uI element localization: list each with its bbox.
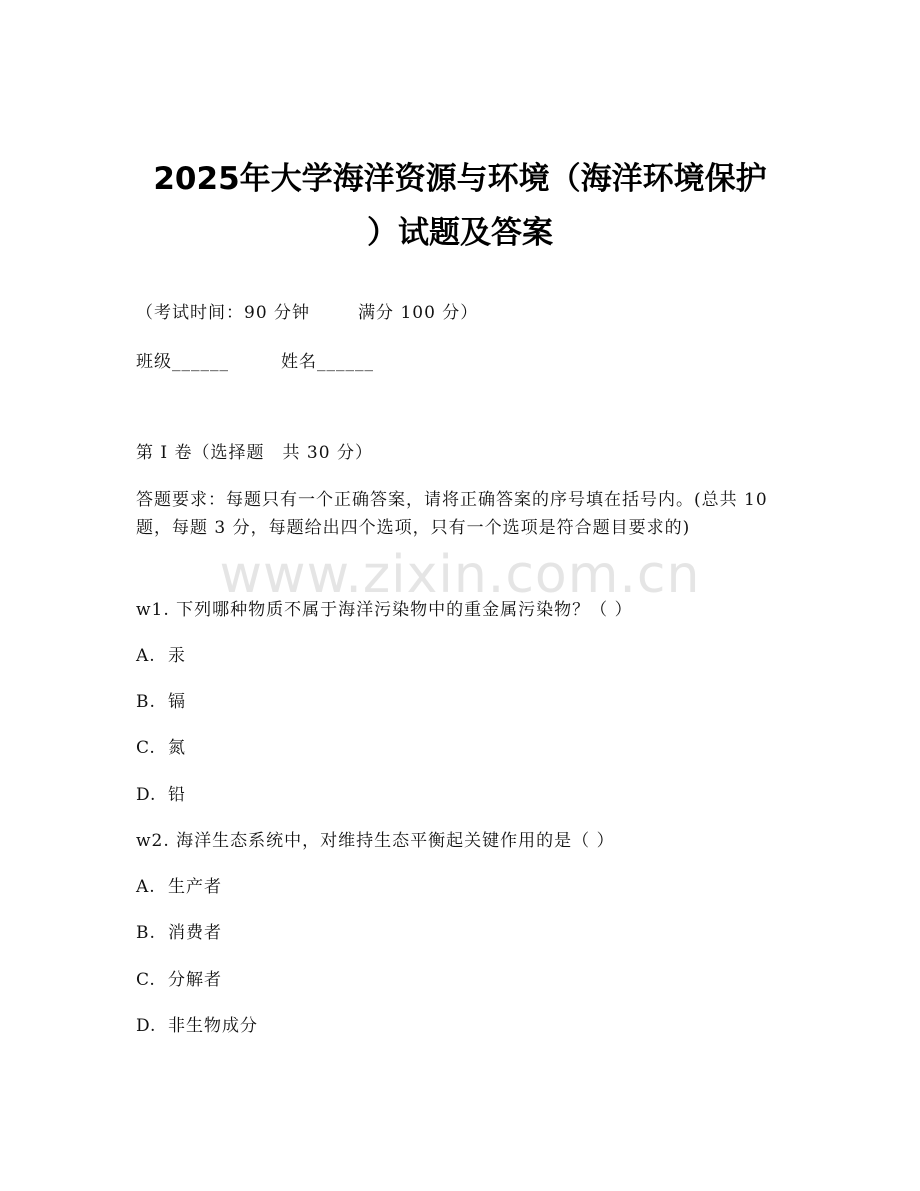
option-text: 消费者 — [168, 923, 222, 943]
option-item — [136, 735, 186, 761]
name-field: 姓名______ — [281, 352, 374, 372]
option-item — [136, 643, 186, 669]
title-line-2: ）试题及答案 — [367, 215, 553, 251]
option-text: 分解者 — [168, 970, 222, 990]
option-text: 铅 — [168, 785, 186, 805]
option-letter: B. — [136, 692, 156, 712]
option-letter: C. — [136, 738, 156, 758]
option-text: 镉 — [168, 692, 186, 712]
option-item — [136, 874, 222, 900]
option-letter: C. — [136, 970, 156, 990]
option-item — [136, 782, 186, 808]
option-item — [136, 920, 222, 946]
option-letter: A. — [136, 646, 156, 666]
full-score: 满分 100 分） — [358, 303, 479, 323]
title-line-1: 2025年大学海洋资源与环境（海洋环境保护 — [153, 161, 767, 197]
option-item — [136, 967, 222, 993]
option-item — [136, 689, 186, 715]
option-text: 氮 — [168, 738, 186, 758]
option-text: 生产者 — [168, 877, 222, 897]
exam-info — [136, 300, 478, 326]
option-text: 汞 — [168, 646, 186, 666]
option-text: 非生物成分 — [168, 1016, 258, 1036]
exam-time: （考试时间：90 分钟 — [136, 303, 311, 323]
option-item — [136, 1013, 258, 1039]
section-heading: 第 I 卷（选择题 共 30 分） — [136, 443, 373, 463]
class-field: 班级______ — [136, 352, 229, 372]
option-letter: D. — [136, 1016, 157, 1036]
instructions: 答题要求：每题只有一个正确答案，请将正确答案的序号填在括号内。(总共 10 题，每题 3 分，每题给出四个选项，只有一个选项是符合题目要求的) — [136, 490, 768, 538]
option-letter: D. — [136, 785, 157, 805]
question-stem: w2. 海洋生态系统中，对维持生态平衡起关键作用的是（ ） — [136, 831, 615, 851]
watermark: www.zixin.com.cn — [219, 545, 701, 605]
option-letter: B. — [136, 923, 156, 943]
document-title — [0, 152, 920, 260]
student-info — [136, 349, 374, 375]
question-stem: w1. 下列哪种物质不属于海洋污染物中的重金属污染物？（ ） — [136, 600, 633, 620]
option-letter: A. — [136, 877, 156, 897]
